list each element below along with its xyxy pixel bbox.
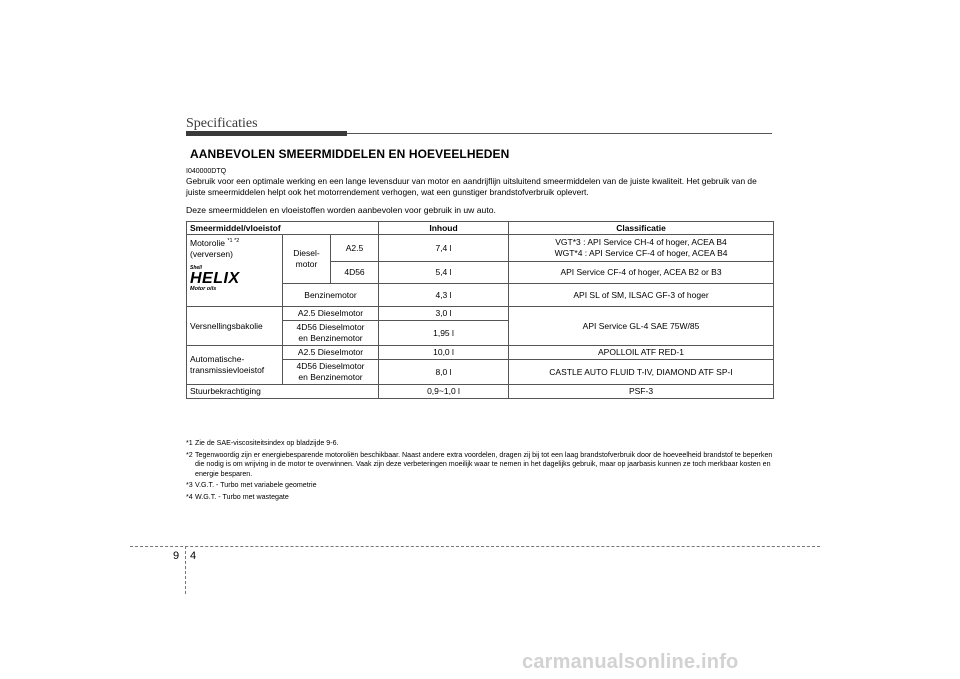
- footnote: [186, 439, 776, 449]
- footnote: [186, 451, 776, 480]
- table-row: [187, 235, 774, 262]
- footnote-text: Zie de SAE-viscositeitsindex op bladzijde 9-6.: [195, 439, 339, 447]
- engine-oil-refs: *1 *2: [227, 238, 240, 245]
- auto-trans-label: [187, 346, 283, 385]
- header-bar: [186, 131, 347, 136]
- logo-motor-oils: Motor oils: [190, 286, 217, 292]
- steering-qty: 0,9~1,0 l: [379, 385, 509, 399]
- footer-dashed-rule: [130, 546, 820, 547]
- class-4d56: API Service CF-4 of hoger, ACEA B2 or B3: [509, 262, 774, 284]
- footnote-mark: *1: [186, 439, 193, 447]
- manual-trans-label: Versnellingsbakolie: [187, 307, 283, 346]
- page-header-title: Specificaties: [186, 116, 258, 131]
- steering-class: PSF-3: [509, 385, 774, 399]
- logo-helix: HELIX: [190, 270, 240, 287]
- manual-engine-4d56-line2: en Benzinemotor: [298, 333, 363, 343]
- engine-oil-cell: [187, 235, 283, 307]
- manual-engine-a25: A2.5 Dieselmotor: [283, 307, 379, 321]
- footnote-mark: *2: [186, 450, 193, 459]
- page-number: 4: [190, 550, 197, 562]
- class-a25-wgt: WGT*4 : API Service CF-4 of hoger, ACEA B4: [554, 248, 728, 258]
- engine-oil-label: Motorolie: [190, 238, 225, 248]
- auto-engine-a25: A2.5 Dieselmotor: [283, 346, 379, 360]
- qty-4d56: 5,4 l: [379, 262, 509, 284]
- class-a25: [509, 235, 774, 262]
- logo-shell: Shell: [190, 265, 202, 271]
- manual-engine-4d56: [283, 321, 379, 346]
- engine-oil-sub: (verversen): [190, 249, 233, 259]
- engine-4d56: 4D56: [331, 262, 379, 284]
- table-header-row: [187, 222, 774, 235]
- lubricants-table: [186, 221, 774, 399]
- auto-engine-4d56-line1: 4D56 Dieselmotor: [296, 361, 365, 371]
- manual-qty-a25: 3,0 l: [379, 307, 509, 321]
- page-chapter-number: 9: [173, 550, 180, 562]
- table-row: [187, 307, 774, 321]
- manual-qty-4d56: 1,95 l: [379, 321, 509, 346]
- intro-text-2: Deze smeermiddelen en vloeistoffen worden aanbevolen voor gebruik in uw auto.: [186, 205, 496, 215]
- engine-a25: A2.5: [331, 235, 379, 262]
- footnote-text: W.G.T. - Turbo met wastegate: [195, 492, 289, 501]
- header-content: Inhoud: [379, 222, 509, 235]
- steering-label: Stuurbekrachtiging: [187, 385, 379, 399]
- watermark: carmanualsonline.info: [522, 651, 739, 673]
- manual-class: API Service GL-4 SAE 75W/85: [509, 307, 774, 346]
- footnote-text: Tegenwoordig zijn er energiebesparende motoroliën beschikbaar. Naast andere extra voordelen, dragen zij bij tot een laag brandstofverbruik door de hoeveelheid brandstof te beperken die nodig is om wrijving in de motor te overwinnen. Vaak zijn deze verbeteringen moeilijk waar te nemen in het dagelijks gebruik, maar op jaarbasis kunnen ze toch merkbaar kosten en energie besparen.: [195, 450, 773, 478]
- footnote-text: V.G.T. - Turbo met variabele geometrie: [195, 481, 317, 490]
- table-row: [187, 346, 774, 360]
- footnotes: [186, 439, 776, 505]
- auto-qty-a25: 10,0 l: [379, 346, 509, 360]
- diesel-engine-label: Diesel-motor: [283, 235, 331, 284]
- footnote-mark: *3: [186, 481, 193, 490]
- auto-qty-4d56: 8,0 l: [379, 360, 509, 385]
- table-row: [187, 385, 774, 399]
- engine-petrol: Benzinemotor: [283, 284, 379, 307]
- shell-helix-logo: [190, 265, 252, 293]
- class-petrol: API SL of SM, ILSAC GF-3 of hoger: [509, 284, 774, 307]
- auto-class-a25: APOLLOIL ATF RED-1: [509, 346, 774, 360]
- section-code: I040000DTQ: [186, 168, 227, 175]
- class-a25-vgt: VGT*3 : API Service CH-4 of hoger, ACEA B4: [555, 237, 727, 247]
- section-title: AANBEVOLEN SMEERMIDDELEN EN HOEVEELHEDEN: [190, 147, 510, 161]
- header-lubricant: Smeermiddel/vloeistof: [187, 222, 379, 235]
- auto-engine-4d56-line2: en Benzinemotor: [298, 372, 363, 382]
- footer-dashed-divider: [185, 546, 186, 594]
- qty-petrol: 4,3 l: [379, 284, 509, 307]
- auto-engine-4d56: [283, 360, 379, 385]
- auto-class-4d56: CASTLE AUTO FLUID T-IV, DIAMOND ATF SP-I: [509, 360, 774, 385]
- qty-a25: 7,4 l: [379, 235, 509, 262]
- footnote: [186, 493, 776, 503]
- auto-trans-label-line2: transmissievloeistof: [190, 365, 265, 375]
- manual-engine-4d56-line1: 4D56 Dieselmotor: [296, 322, 365, 332]
- header-classification: Classificatie: [509, 222, 774, 235]
- footnote: [186, 481, 776, 491]
- footnote-mark: *4: [186, 492, 193, 501]
- auto-trans-label-line1: Automatische-: [190, 354, 245, 364]
- intro-text: Gebruik voor een optimale werking en een lange levensduur van motor en aandrijflijn uitsluitend smeermiddelen van de juiste kwaliteit. Het gebruik van de juiste smeermiddelen helpt ook het motorrendement verhogen, wat een gunstiger brandstofverbruik oplevert.: [186, 176, 757, 197]
